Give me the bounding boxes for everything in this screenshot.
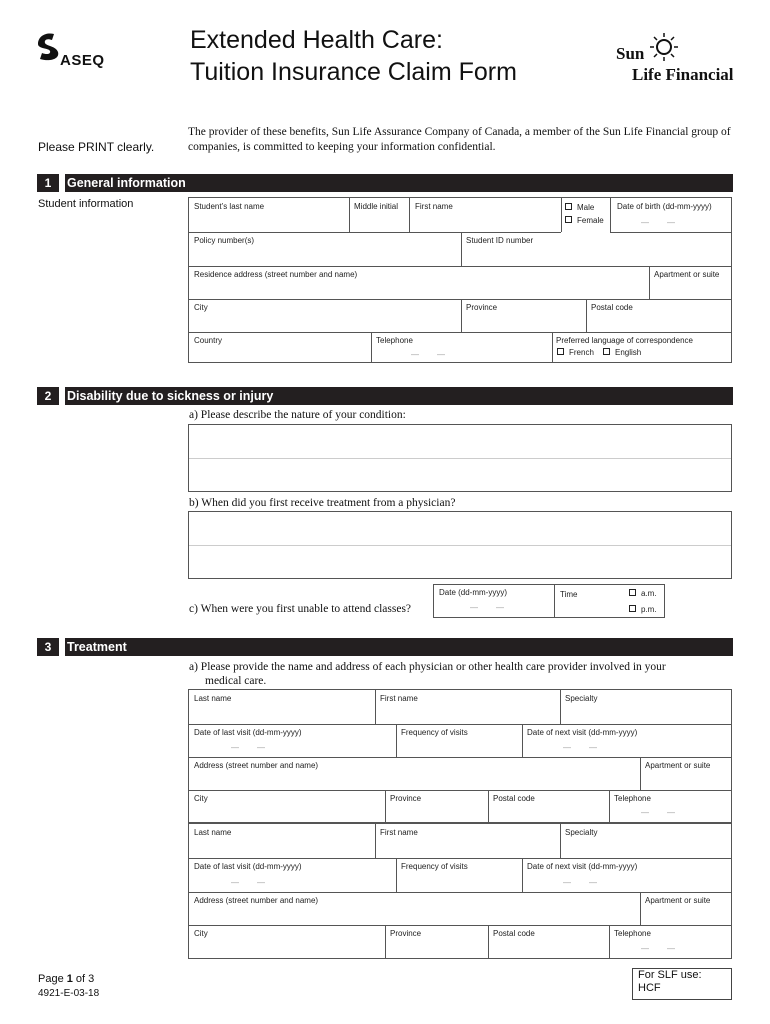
provider-1-province-field[interactable] bbox=[385, 802, 488, 822]
slf-hcf-label: HCF bbox=[638, 982, 661, 994]
provider-2-frequency-field[interactable] bbox=[396, 870, 522, 892]
form-code: 4921-E-03-18 bbox=[38, 988, 100, 999]
provider-1-postal-label: Postal code bbox=[493, 794, 535, 803]
provider-block-1: Last name First name Specialty Date of last visit (dd-mm-yyyy) —— Frequency of visits Date of next visit (dd-mm-yyyy) —— Address (street number and name) Apartment or suite City Province Postal code Telephone —— bbox=[188, 689, 732, 823]
section-2-header bbox=[37, 387, 733, 405]
provider-2-first-name-field[interactable] bbox=[375, 836, 560, 858]
provider-2-postal-label: Postal code bbox=[493, 929, 535, 938]
male-checkbox[interactable] bbox=[565, 203, 572, 210]
form-title bbox=[190, 24, 517, 88]
language-label: Preferred language of correspondence bbox=[556, 336, 693, 345]
page-suffix: of 3 bbox=[72, 973, 95, 985]
intro-text: The provider of these benefits, Sun Life Assurance Company of Canada, a member of the Sun Life Financial group of companies, is committed to keeping your information confidential. bbox=[188, 126, 731, 153]
provider-1-specialty-label: Specialty bbox=[565, 694, 598, 703]
dob-label: Date of birth (dd-mm-yyyy) bbox=[617, 202, 712, 211]
provider-2-province-field[interactable] bbox=[385, 937, 488, 958]
provider-1-frequency-field[interactable] bbox=[396, 736, 522, 757]
provider-2-next-visit-field[interactable] bbox=[522, 870, 731, 892]
country-field[interactable] bbox=[189, 344, 371, 362]
first-name-field[interactable] bbox=[409, 210, 559, 232]
section-2-number: 2 bbox=[44, 389, 52, 403]
provider-2-address-field[interactable] bbox=[189, 904, 640, 925]
residence-label: Residence address (street number and name) bbox=[194, 270, 358, 279]
unable-time-field[interactable] bbox=[554, 597, 624, 617]
slf-use-label: For SLF use: bbox=[638, 969, 702, 981]
middle-initial-label: Middle initial bbox=[354, 202, 399, 211]
city-label: City bbox=[194, 303, 208, 312]
residence-field[interactable] bbox=[189, 278, 649, 299]
print-note: Please PRINT clearly. bbox=[38, 140, 155, 154]
province-label: Province bbox=[466, 303, 498, 312]
male-label: Male bbox=[577, 203, 595, 212]
postal-code-label: Postal code bbox=[591, 303, 633, 312]
section-1-title: General information bbox=[67, 176, 186, 190]
provider-2-postal-field[interactable] bbox=[488, 937, 609, 958]
policy-number-label: Policy number(s) bbox=[194, 236, 255, 245]
student-info-grid: Student’s last name Middle initial First name Male Female Date of birth (dd-mm-yyyy) —— Policy number(s) Student ID number Residence address (street number and name) Apartment or suite City Province Postal code Country Telephone —— Preferred language of correspondence French English bbox=[188, 197, 732, 363]
provider-1-postal-field[interactable] bbox=[488, 802, 609, 822]
provider-1-province-label: Province bbox=[390, 794, 422, 803]
provider-2-next-visit-label: Date of next visit (dd-mm-yyyy) bbox=[527, 862, 638, 871]
date-label: Date (dd-mm-yyyy) bbox=[439, 588, 508, 597]
question-2c: c) When were you first unable to attend classes? bbox=[189, 603, 412, 615]
pm-checkbox[interactable] bbox=[629, 605, 636, 612]
provider-1-first-name-field[interactable] bbox=[375, 702, 560, 724]
english-label: English bbox=[615, 348, 642, 357]
middle-initial-field[interactable] bbox=[349, 210, 409, 232]
title-line-2: Tuition Insurance Claim Form bbox=[190, 58, 517, 86]
english-checkbox[interactable] bbox=[603, 348, 610, 355]
provider-2-specialty-field[interactable] bbox=[560, 836, 731, 858]
provider-2-apartment-field[interactable] bbox=[640, 904, 731, 925]
policy-number-field[interactable] bbox=[189, 244, 461, 266]
sunlife-logo bbox=[612, 34, 737, 86]
aseq-logo bbox=[36, 30, 116, 70]
french-checkbox[interactable] bbox=[557, 348, 564, 355]
provider-1-next-visit-label: Date of next visit (dd-mm-yyyy) bbox=[527, 728, 638, 737]
question-2b: b) When did you first receive treatment from a physician? bbox=[189, 497, 456, 509]
time-label: Time bbox=[560, 590, 578, 599]
student-info-label: Student information bbox=[38, 198, 134, 210]
female-checkbox[interactable] bbox=[565, 216, 572, 223]
provider-1-apartment-label: Apartment or suite bbox=[645, 761, 711, 770]
provider-1-frequency-label: Frequency of visits bbox=[401, 728, 468, 737]
slf-use-box bbox=[632, 968, 732, 1000]
provider-block-2: Last name First name Specialty Date of last visit (dd-mm-yyyy) —— Frequency of visits Date of next visit (dd-mm-yyyy) —— Address (street number and name) Apartment or suite City Province Postal code Telephone —— bbox=[188, 823, 732, 959]
provider-2-apartment-label: Apartment or suite bbox=[645, 896, 711, 905]
provider-2-city-label: City bbox=[194, 929, 208, 938]
sun-icon bbox=[648, 32, 680, 62]
postal-code-field[interactable] bbox=[586, 311, 731, 332]
provider-2-last-visit-field[interactable] bbox=[189, 870, 396, 892]
apartment-field[interactable] bbox=[649, 278, 731, 299]
student-id-field[interactable] bbox=[461, 244, 731, 266]
provider-1-next-visit-field[interactable] bbox=[522, 736, 731, 757]
am-label: a.m. bbox=[641, 589, 657, 598]
provider-1-address-field[interactable] bbox=[189, 769, 640, 790]
provider-2-city-field[interactable] bbox=[189, 937, 385, 958]
section-3-number: 3 bbox=[44, 640, 52, 654]
provider-1-city-label: City bbox=[194, 794, 208, 803]
section-2-title: Disability due to sickness or injury bbox=[67, 389, 274, 403]
provider-2-frequency-label: Frequency of visits bbox=[401, 862, 468, 871]
country-label: Country bbox=[194, 336, 223, 345]
province-field[interactable] bbox=[461, 311, 586, 332]
aseq-logo-text: ASEQ bbox=[60, 52, 105, 69]
telephone-label: Telephone bbox=[376, 336, 413, 345]
question-3a-line-2: medical care. bbox=[205, 675, 267, 687]
provider-1-last-visit-field[interactable] bbox=[189, 736, 396, 757]
provider-2-last-name-field[interactable] bbox=[189, 836, 375, 858]
provider-1-specialty-field[interactable] bbox=[560, 702, 731, 724]
provider-1-last-name-label: Last name bbox=[194, 694, 232, 703]
provider-2-first-name-label: First name bbox=[380, 828, 418, 837]
title-line-1: Extended Health Care: bbox=[190, 26, 443, 54]
page-prefix: Page bbox=[38, 973, 67, 985]
sunlife-text-life: Life Financial bbox=[632, 65, 734, 84]
provider-1-apartment-field[interactable] bbox=[640, 769, 731, 790]
provider-2-last-name-label: Last name bbox=[194, 828, 232, 837]
provider-1-city-field[interactable] bbox=[189, 802, 385, 822]
page-indicator bbox=[38, 973, 94, 985]
first-treatment-field[interactable] bbox=[188, 511, 732, 579]
unable-attend-grid: Date (dd-mm-yyyy) —— Time a.m. p.m. bbox=[433, 584, 665, 618]
section-3-header bbox=[37, 638, 733, 656]
question-3a-line-1: a) Please provide the name and address of each physician or other health care provider involved in your bbox=[189, 661, 666, 673]
female-label: Female bbox=[577, 216, 604, 225]
provider-2-province-label: Province bbox=[390, 929, 422, 938]
provider-2-last-visit-label: Date of last visit (dd-mm-yyyy) bbox=[194, 862, 302, 871]
first-name-label: First name bbox=[415, 202, 453, 211]
student-last-name-field[interactable] bbox=[189, 210, 349, 232]
french-label: French bbox=[569, 348, 594, 357]
section-3-title: Treatment bbox=[67, 640, 127, 654]
provider-1-last-visit-label: Date of last visit (dd-mm-yyyy) bbox=[194, 728, 302, 737]
student-last-name-label: Student’s last name bbox=[194, 202, 265, 211]
sunlife-text-sun: Sun bbox=[616, 44, 645, 63]
question-2a: a) Please describe the nature of your condition: bbox=[189, 409, 406, 421]
provider-1-telephone-label: Telephone bbox=[614, 794, 651, 803]
section-1-number: 1 bbox=[44, 176, 52, 190]
provider-2-address-label: Address (street number and name) bbox=[194, 896, 319, 905]
provider-1-first-name-label: First name bbox=[380, 694, 418, 703]
page-number: 1 bbox=[66, 973, 73, 985]
student-id-label: Student ID number bbox=[466, 236, 534, 245]
condition-description-field[interactable] bbox=[188, 424, 732, 492]
provider-1-address-label: Address (street number and name) bbox=[194, 761, 319, 770]
provider-2-telephone-label: Telephone bbox=[614, 929, 651, 938]
pm-label: p.m. bbox=[641, 605, 657, 614]
provider-2-specialty-label: Specialty bbox=[565, 828, 598, 837]
am-checkbox[interactable] bbox=[629, 589, 636, 596]
apartment-label: Apartment or suite bbox=[654, 270, 720, 279]
provider-1-last-name-field[interactable] bbox=[189, 702, 375, 724]
section-1-header bbox=[37, 174, 733, 192]
city-field[interactable] bbox=[189, 311, 461, 332]
